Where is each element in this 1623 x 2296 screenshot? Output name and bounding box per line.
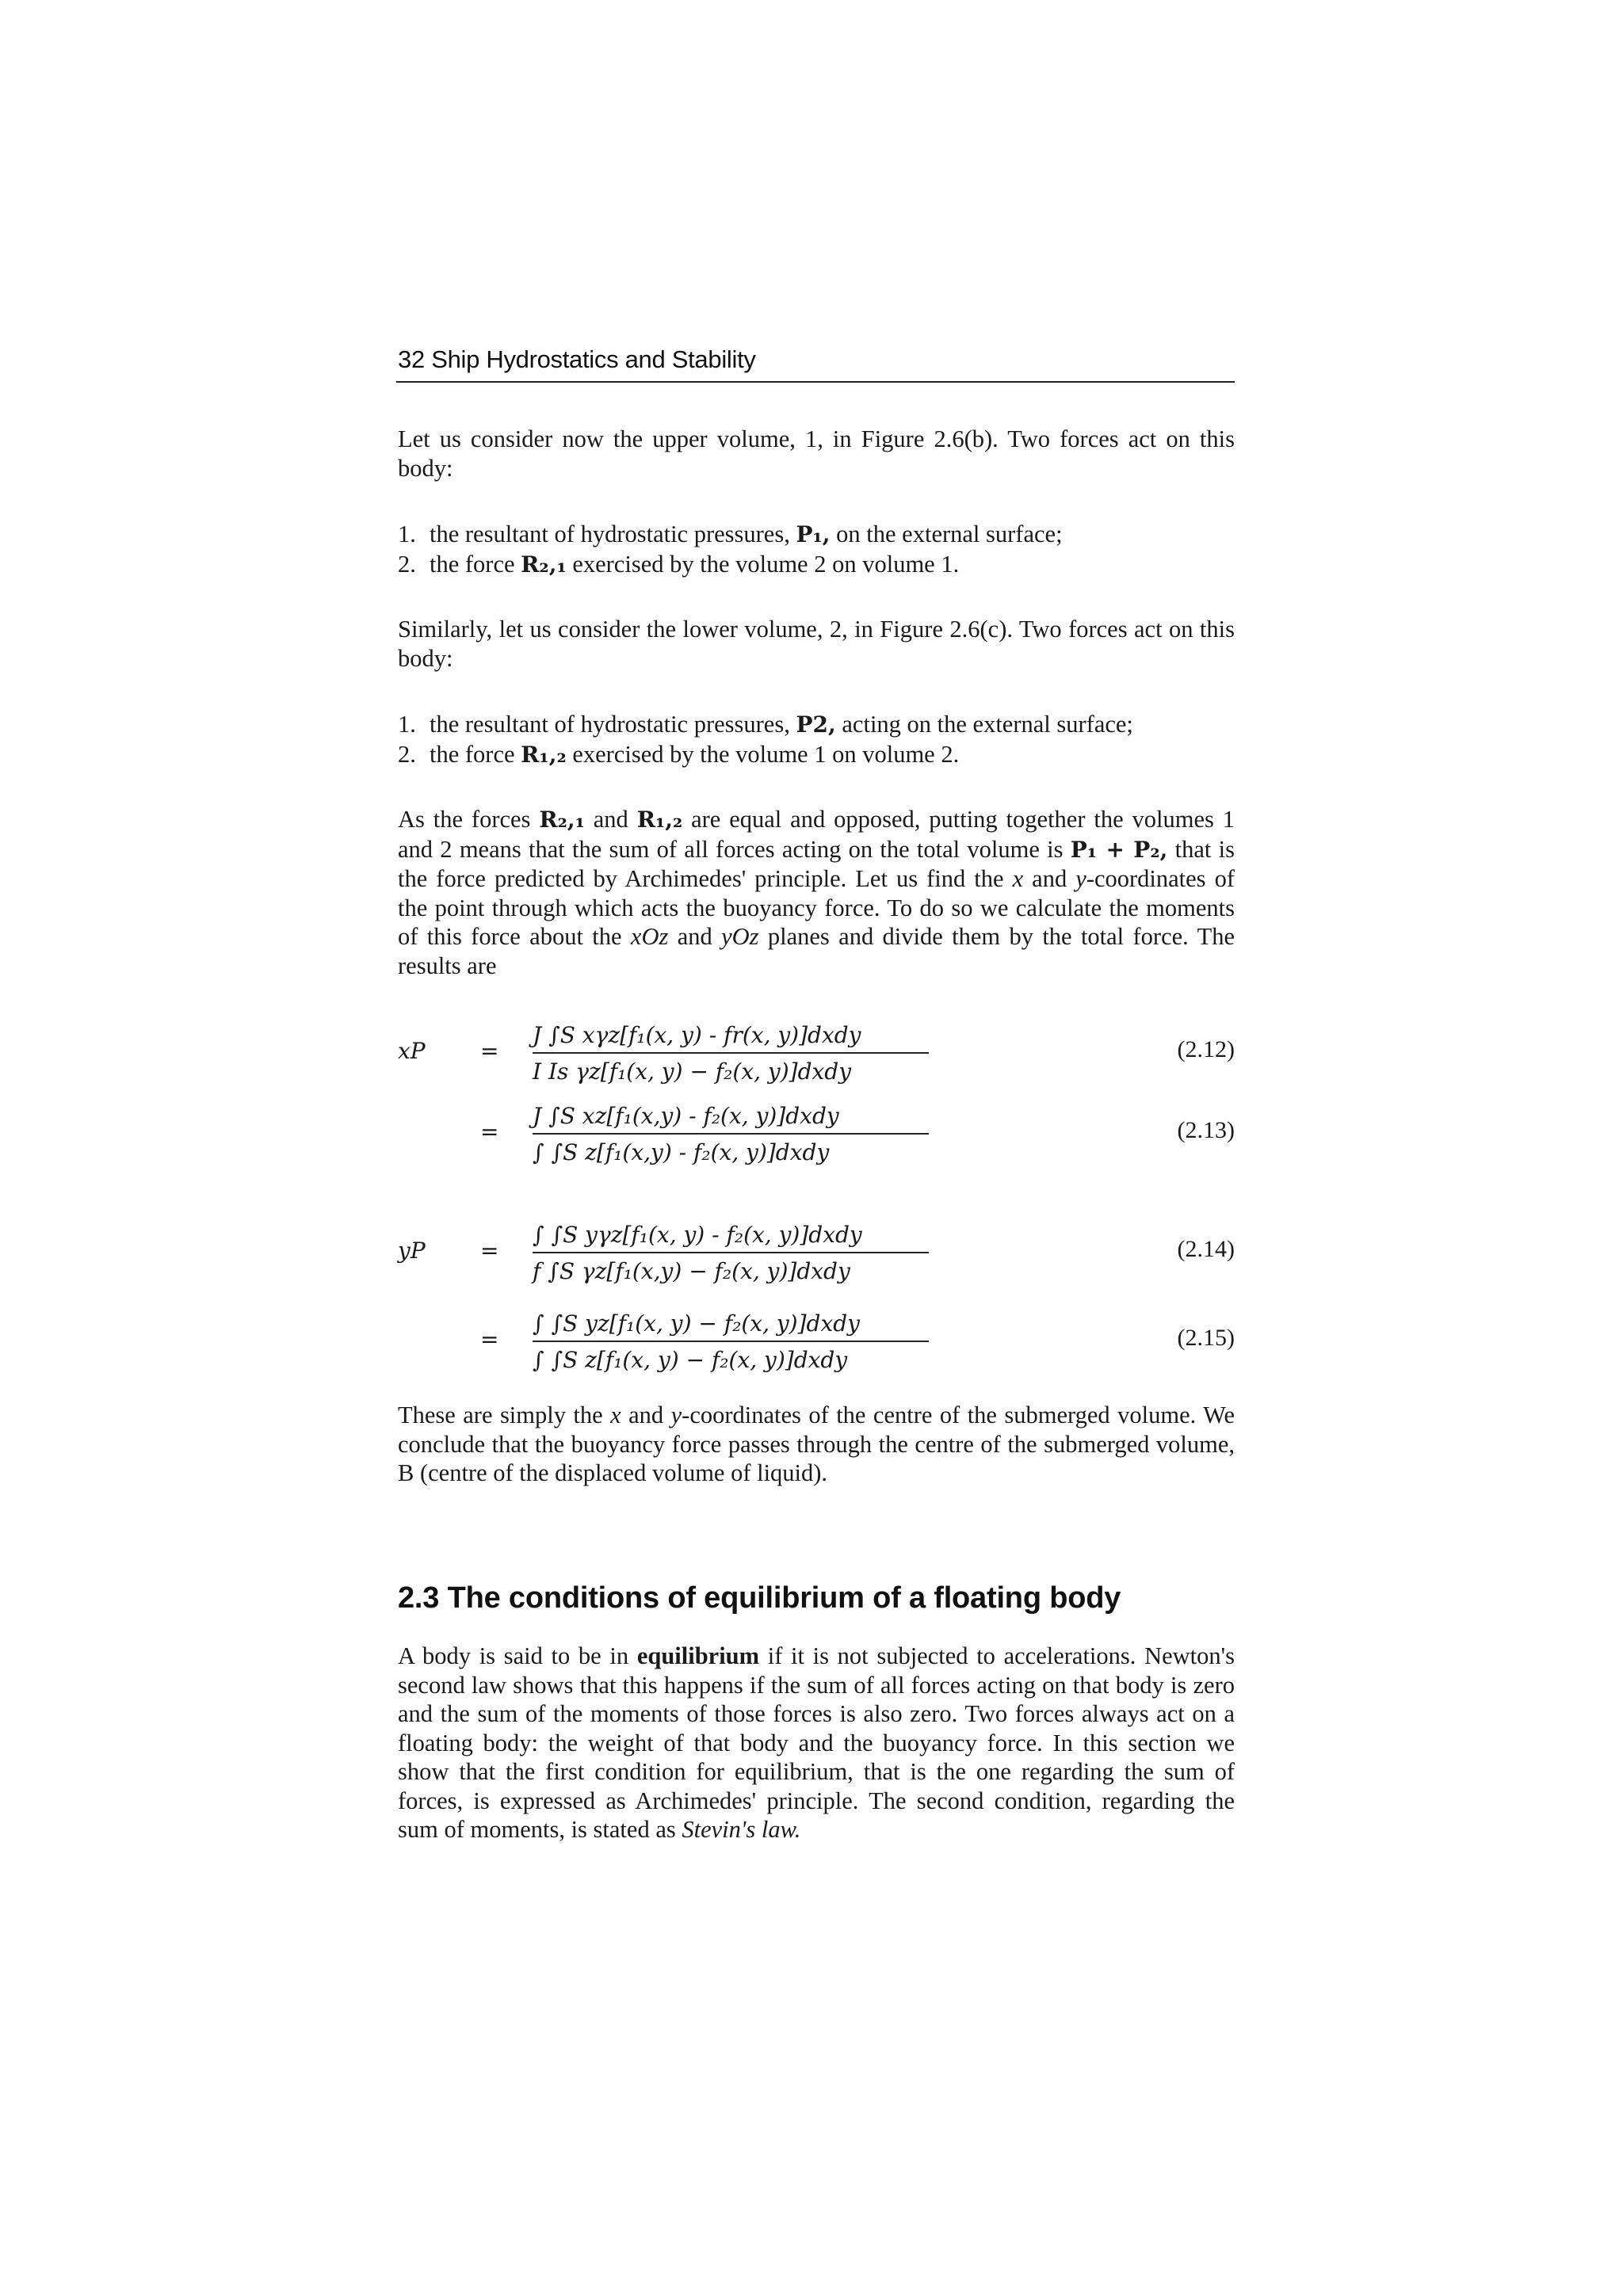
- fraction-bar: [533, 1341, 929, 1342]
- paragraph-centre-of-buoyancy: These are simply the x and y-coordinates of the centre of the submerged volume. We conclude that the buoyancy force passes through the centre of the submerged volume, B (centre of the displaced volume of liquid).: [398, 1402, 1235, 1486]
- equation-2-12: xP = J ∫S xγz[f₁(x, y) - fr(x, y)]dxdy I Is γz[f₁(x, y) − f₂(x, y)]dxdy (2.12): [398, 1020, 1235, 1087]
- equation-2-14: yP = ∫ ∫S yγz[f₁(x, y) - f₂(x, y)]dxdy f ∫S γz[f₁(x,y) − f₂(x, y)]dxdy (2.14): [398, 1220, 1235, 1287]
- paragraph-equilibrium: A body is said to be in equilibrium if it is not subjected to accelerations. Newton's second law shows that this happens if the sum of all forces acting on that body is zero and the sum of the moments of those forces is also zero. Two forces always act on a floating body: the weight of that body and the buoyancy force. In this section we show that the first condition for equilibrium, that is the one regarding the sum of forces, is expressed as Archimedes' principle. The second condition, regarding the sum of moments, is stated as Stevin's law.: [398, 1642, 1235, 1843]
- paragraph-buoyancy-coordinates: As the forces R₂,₁ and R₁,₂ are equal and opposed, putting together the volumes 1 and 2 means that the sum of all forces acting on the total volume is P₁ + P₂, that is the force predicted by Archimedes' principle. Let us find the x and y-coordinates of the point through which acts the buoyancy force. To do so we calculate the moments of this force about the xOz and yOz planes and divide them by the total force. The results are: [398, 806, 1235, 979]
- fraction-bar: [533, 1252, 929, 1253]
- fraction-bar: [533, 1052, 929, 1054]
- list-item: 1. the resultant of hydrostatic pressures, P₁, on the external surface;: [398, 521, 1063, 547]
- section-heading: 2.3 The conditions of equilibrium of a floating body: [398, 1581, 1121, 1615]
- numerator: J ∫S xγz[f₁(x, y) - fr(x, y)]dxdy: [533, 1022, 861, 1048]
- list-item: 1. the resultant of hydrostatic pressures, P2, acting on the external surface;: [398, 711, 1133, 738]
- denominator: ∫ ∫S z[f₁(x, y) − f₂(x, y)]dxdy: [533, 1347, 848, 1373]
- paragraph-upper-volume: Let us consider now the upper volume, 1, in Figure 2.6(b). Two forces act on this body:: [398, 425, 1235, 482]
- numerator: ∫ ∫S yz[f₁(x, y) − f₂(x, y)]dxdy: [533, 1310, 860, 1337]
- running-head: 32 Ship Hydrostatics and Stability: [398, 345, 756, 373]
- denominator: I Is γz[f₁(x, y) − f₂(x, y)]dxdy: [533, 1058, 852, 1085]
- list-item: 2. the force R₁,₂ exercised by the volume 1 on volume 2.: [398, 740, 960, 768]
- equation-number: (2.14): [1177, 1236, 1235, 1262]
- equation-number: (2.15): [1177, 1325, 1235, 1351]
- paragraph-lower-volume: Similarly, let us consider the lower volume, 2, in Figure 2.6(c). Two forces act on this body:: [398, 616, 1235, 672]
- denominator: ∫ ∫S z[f₁(x,y) - f₂(x, y)]dxdy: [533, 1139, 830, 1165]
- header-rule: [396, 381, 1235, 383]
- numerator: ∫ ∫S yγz[f₁(x, y) - f₂(x, y)]dxdy: [533, 1222, 862, 1248]
- numerator: J ∫S xz[f₁(x,y) - f₂(x, y)]dxdy: [533, 1103, 839, 1129]
- list-lower-volume-forces: [398, 710, 1235, 769]
- fraction-bar: [533, 1133, 929, 1135]
- equation-2-13: = J ∫S xz[f₁(x,y) - f₂(x, y)]dxdy ∫ ∫S z[f₁(x,y) - f₂(x, y)]dxdy (2.13): [398, 1101, 1235, 1168]
- equation-2-15: = ∫ ∫S yz[f₁(x, y) − f₂(x, y)]dxdy ∫ ∫S z[f₁(x, y) − f₂(x, y)]dxdy (2.15): [398, 1309, 1235, 1375]
- list-item: 2. the force R₂,₁ exercised by the volume 2 on volume 1.: [398, 550, 960, 578]
- denominator: f ∫S γz[f₁(x,y) − f₂(x, y)]dxdy: [533, 1258, 850, 1284]
- equation-number: (2.12): [1177, 1036, 1235, 1062]
- list-upper-volume-forces: [398, 520, 1235, 579]
- equation-number: (2.13): [1177, 1117, 1235, 1143]
